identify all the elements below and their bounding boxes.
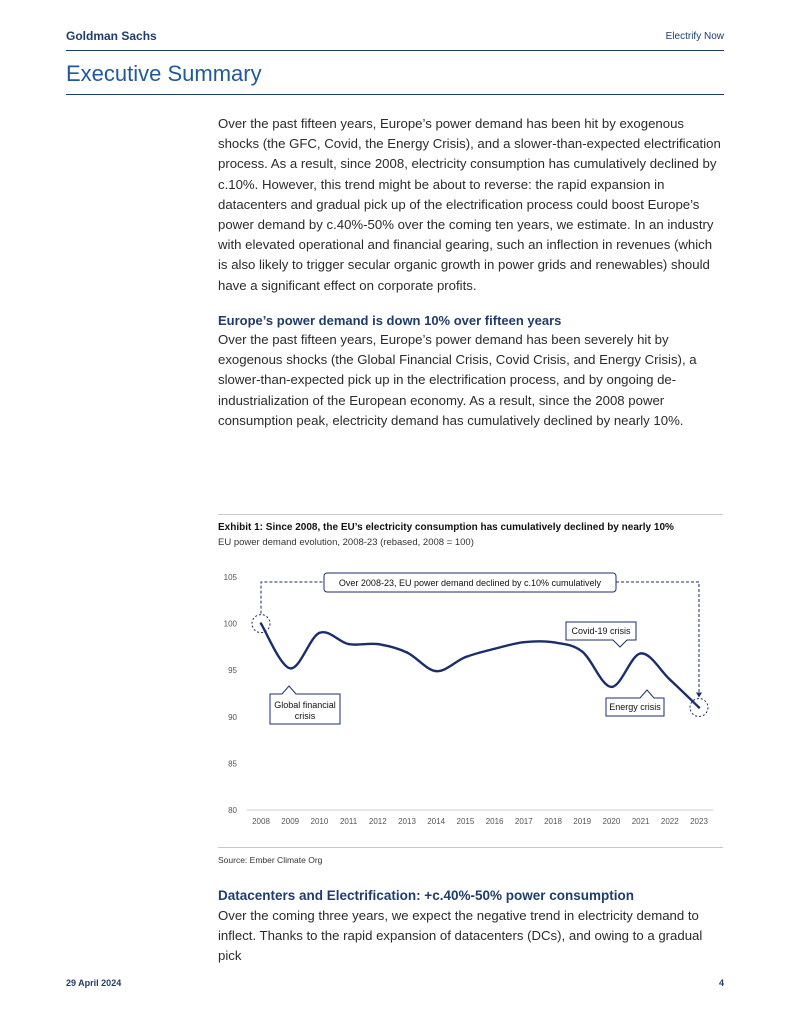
- x-tick-label: 2012: [368, 817, 387, 826]
- intro-paragraph: Over the past fifteen years, Europe’s power demand has been hit by exogenous shocks (the GFC, Covid, the Energy Crisis), and a slower-than-expected electrification process. As a result, since 2008, electricity consumption has cumulatively declined by c.10%. However, this trend might be about to reverse: the rapid expansion in datacenters and gradual pick up of the electrification process could boost Europe’s power demand by c.40%-50% over the coming ten years, we estimate. In an industry with elevated operational and financial gearing, such an inflection in revenues (which is also likely to trigger secular organic growth in power grids and renewables) should have a significant effect on corporate profits.: [218, 116, 721, 293]
- source-divider: [218, 847, 723, 848]
- exhibit-source: Source: Ember Climate Org: [218, 855, 323, 865]
- x-tick-label: 2015: [456, 817, 475, 826]
- x-tick-label: 2017: [514, 817, 533, 826]
- data-point: [698, 706, 700, 708]
- x-tick-label: 2014: [427, 817, 446, 826]
- data-point: [523, 641, 525, 643]
- x-tick-label: 2018: [544, 817, 562, 826]
- x-tick-label: 2020: [602, 817, 621, 826]
- gfc-callout-line2: crisis: [294, 711, 316, 721]
- x-tick-label: 2022: [660, 817, 679, 826]
- data-point: [289, 667, 291, 669]
- page-title: Executive Summary: [66, 61, 262, 86]
- covid-callout-text: Covid-19 crisis: [571, 626, 631, 636]
- section-heading-demand-decline: Europe’s power demand is down 10% over fifteen years: [218, 313, 562, 328]
- data-point: [318, 632, 320, 634]
- x-tick-label: 2016: [485, 817, 504, 826]
- data-point: [552, 641, 554, 643]
- energy-callout: [606, 690, 664, 716]
- x-tick-label: 2021: [631, 817, 650, 826]
- y-tick-label: 80: [228, 806, 237, 815]
- title-divider: [66, 94, 724, 95]
- y-tick-label: 95: [228, 666, 237, 676]
- header-divider: [66, 50, 724, 51]
- x-tick-label: 2013: [398, 817, 416, 826]
- x-tick-label: 2010: [310, 817, 329, 826]
- gfc-callout-line1: Global financial: [274, 700, 336, 710]
- energy-callout-text: Energy crisis: [609, 702, 661, 712]
- section-paragraph-demand-decline: Over the past fifteen years, Europe’s power demand has been severely hit by exogenous shocks (the Global Financial Crisis, Covid Crisis, and Energy Crisis), a slower-than-expected pick up in the electrification process, and by ongoing de-industrialization of the European economy. As a result, since the 2008 power consumption peak, electricity demand has cumulatively declined by nearly 10%.: [218, 332, 697, 428]
- data-point: [406, 651, 408, 653]
- section-heading-datacenters: Datacenters and Electrification: +c.40%-50% power consumption: [218, 888, 634, 903]
- data-point: [435, 670, 437, 672]
- arrow-head: [696, 692, 702, 697]
- x-tick-label: 2011: [339, 817, 358, 826]
- power-demand-chart: [218, 560, 723, 835]
- y-tick-label: 85: [228, 759, 237, 769]
- y-tick-label: 105: [223, 573, 237, 582]
- x-tick-label: 2008: [252, 817, 270, 826]
- data-point: [581, 650, 583, 652]
- report-name: Electrify Now: [665, 31, 724, 42]
- exhibit-title: Exhibit 1: Since 2008, the EU’s electricity consumption has cumulatively declined by nearly 10%: [218, 522, 674, 533]
- data-point: [610, 686, 612, 688]
- y-axis-ticks: [224, 573, 238, 815]
- y-tick-label: 90: [228, 712, 237, 722]
- page-number: 4: [718, 978, 724, 988]
- data-point: [377, 643, 379, 645]
- data-point: [347, 643, 349, 645]
- data-point: [464, 656, 466, 658]
- covid-callout: [566, 622, 636, 647]
- data-point: [639, 652, 641, 654]
- gfc-callout: [270, 686, 340, 724]
- range-callout: [324, 573, 616, 592]
- footer-date: 29 April 2024: [66, 978, 122, 988]
- y-tick-label: 100: [223, 619, 237, 629]
- data-point: [260, 622, 262, 624]
- section-paragraph-datacenters: Over the coming three years, we expect the negative trend in electricity demand to inflect. Thanks to the rapid expansion of datacenters (DCs), and owing to a gradual pick: [218, 908, 703, 964]
- exhibit-subtitle: EU power demand evolution, 2008-23 (rebased, 2008 = 100): [218, 537, 474, 548]
- range-callout-text: Over 2008-23, EU power demand declined by c.10% cumulatively: [338, 578, 602, 588]
- x-axis-ticks: [252, 817, 708, 826]
- x-tick-label: 2009: [281, 817, 300, 826]
- brand-name: Goldman Sachs: [66, 29, 157, 43]
- data-point: [669, 678, 671, 680]
- x-tick-label: 2023: [690, 817, 708, 826]
- data-point: [493, 648, 495, 650]
- x-tick-label: 2019: [573, 817, 592, 826]
- exhibit-divider: [218, 514, 723, 515]
